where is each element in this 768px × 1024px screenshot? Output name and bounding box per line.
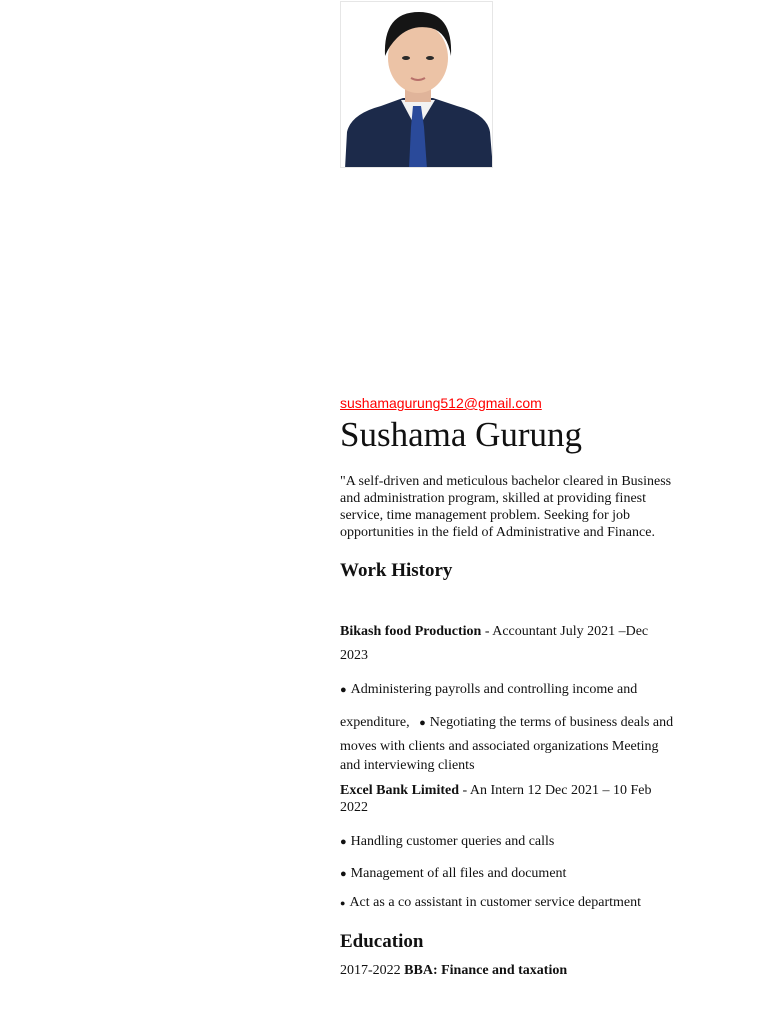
bullet-icon: ●	[340, 898, 346, 908]
bullet-icon: ●	[340, 684, 347, 696]
bullet-text: Management of all files and document	[350, 866, 567, 881]
bullet-icon: ●	[419, 717, 426, 729]
email-link[interactable]: sushamagurung512@gmail.com	[340, 395, 542, 411]
job1-details: - Accountant July 2021 –Dec	[481, 624, 649, 639]
person-photo-illustration	[341, 2, 493, 168]
job2-details: - An Intern 12 Dec 2021 – 10 Feb	[459, 783, 652, 798]
bullet-text: Handling customer queries and calls	[350, 834, 555, 849]
education-degree: BBA: Finance and taxation	[404, 963, 568, 978]
job1-bullet-cont	[340, 714, 673, 732]
job1-bullet	[340, 681, 637, 699]
job2-bullet	[340, 865, 566, 883]
job2-header	[340, 782, 651, 800]
job1-bullet-cont: and interviewing clients	[340, 758, 475, 773]
education-years: 2017-2022	[340, 963, 401, 978]
job1-company: Bikash food Production	[340, 624, 482, 639]
profile-photo	[340, 1, 493, 168]
bullet-icon: ●	[340, 868, 347, 880]
summary-line: and administration program, skilled at providing finest	[340, 491, 646, 506]
bullet-text: Administering payrolls and controlling income and	[350, 682, 638, 697]
bullet-icon: ●	[340, 836, 347, 848]
candidate-name: Sushama Gurung	[340, 415, 583, 454]
summary-line: opportunities in the field of Administrative and Finance.	[340, 525, 655, 540]
job2-company: Excel Bank Limited	[340, 783, 460, 798]
job2-bullet	[340, 833, 554, 851]
work-history-heading: Work History	[340, 560, 453, 581]
bullet-text: expenditure,	[340, 715, 410, 730]
job1-bullet-cont: moves with clients and associated organizations Meeting	[340, 739, 659, 754]
bullet-text: Act as a co assistant in customer service department	[349, 895, 642, 910]
job1-details-cont: 2023	[340, 648, 368, 663]
summary-paragraph	[340, 473, 680, 541]
summary-line: "A self-driven and meticulous bachelor cleared in Business	[340, 474, 672, 489]
education-entry	[340, 962, 567, 980]
job1-header	[340, 623, 648, 641]
summary-line: service, time management problem. Seeking for job	[340, 508, 631, 523]
bullet-text: Negotiating the terms of business deals and	[429, 715, 674, 730]
education-heading: Education	[340, 931, 424, 952]
job2-bullet	[340, 894, 641, 912]
job2-details-cont: 2022	[340, 800, 368, 815]
